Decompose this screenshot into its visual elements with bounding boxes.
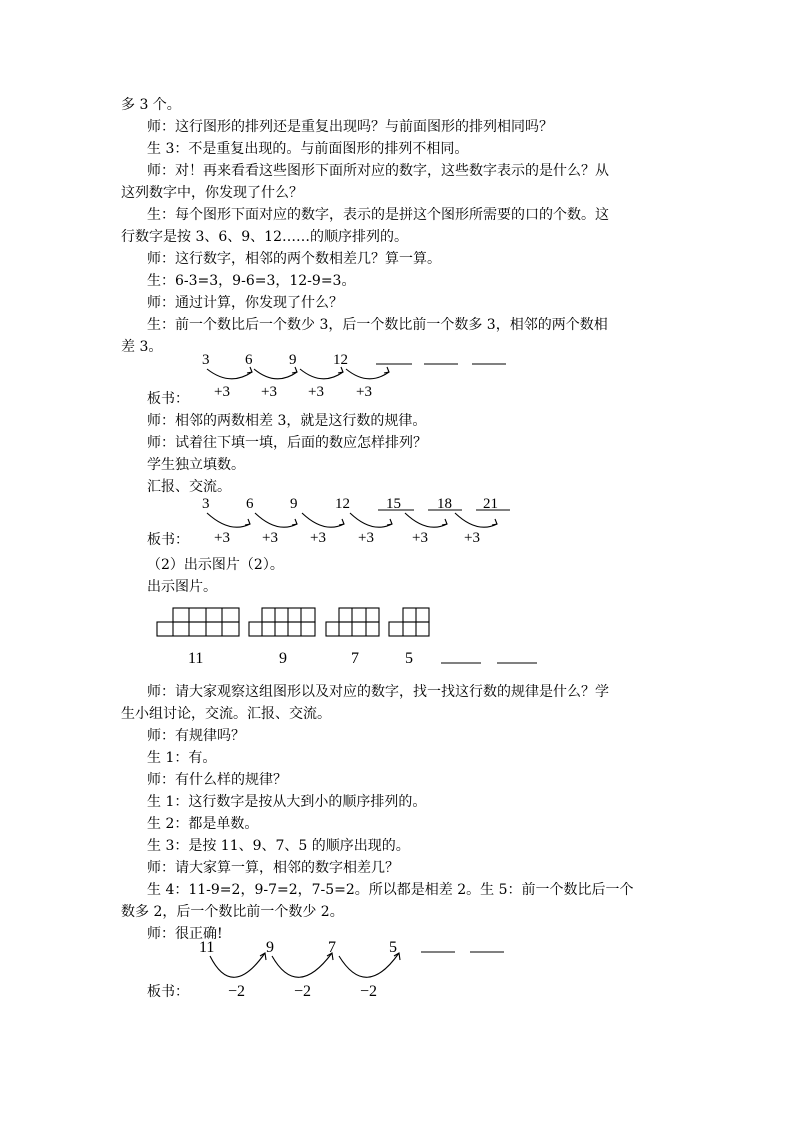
figure-grid-7 [326,608,379,636]
arc-arrowhead [492,519,497,525]
paragraph-line: 多 3 个。 [121,97,181,113]
arc-arrowhead [442,519,447,525]
figure-number: 7 [351,650,359,667]
sequence-number: 12 [333,352,348,368]
paragraph-line: 这列数字中，你发现了什么？ [121,185,303,201]
paragraph-line: 生 3：是按 11、9、7、5 的顺序出现的。 [147,838,410,854]
difference-label: +3 [214,530,230,546]
arc-arrowhead [339,519,344,525]
arc [255,513,297,527]
figure-number: 11 [188,650,204,667]
sequence-number: 5 [389,939,397,956]
paragraph-line: 生 2：都是单数。 [147,816,259,832]
sequence-number: 9 [289,352,297,368]
paragraph-line: 生：6-3=3，9-6=3，12-9=3。 [147,273,356,289]
paragraph-line: 师：请大家观察这组图形以及对应的数字，找一找这行数的规律是什么？学 [147,684,609,700]
paragraph-line: 差 3。 [121,339,163,355]
paragraph-line: 师：这行图形的排列还是重复出现吗？与前面图形的排列相同吗？ [147,119,553,135]
difference-label: +3 [464,530,480,546]
figure-number: 5 [405,650,413,667]
paragraph-line: 行数字是按 3、6、9、12……的顺序排列的。 [121,229,408,245]
difference-label: −2 [360,983,378,1000]
paragraph-line: 生小组讨论，交流。汇报、交流。 [121,706,331,722]
paragraph-line: 师：请大家算一算，相邻的数字相差几？ [147,860,399,876]
paragraph-line: 数多 2，后一个数比前一个数少 2。 [121,904,344,920]
paragraph-line: 师：对！再来看看这些图形下面所对应的数字，这些数字表示的是什么？从 [147,163,609,179]
difference-label: +3 [358,530,374,546]
arc [272,953,332,977]
paragraph-line: 生 1：这行数字是按从大到小的顺序排列的。 [147,794,427,810]
arc [350,513,392,527]
paragraph-line: 师：试着往下填一填，后面的数应怎样排列？ [147,435,427,451]
paragraph-line: 师：相邻的两数相差 3，就是这行数的规律。 [147,413,427,429]
paragraph-line: 生：前一个数比后一个数少 3，后一个数比前一个数多 3，相邻的两个数相 [147,317,608,333]
arc-arrowhead [384,367,389,373]
paragraph-line: 汇报、交流。 [147,479,231,495]
paragraph-line: 生 1：有。 [147,750,217,766]
arc [207,369,252,379]
difference-label: +3 [310,530,326,546]
difference-label: +3 [412,530,428,546]
arc [302,513,344,527]
difference-label: +3 [262,530,278,546]
arc-arrowhead [292,519,297,525]
arc [254,369,297,379]
filled-answer: 18 [437,496,452,512]
paragraph-line: （2）出示图片（2）。 [147,557,284,573]
difference-label: −2 [294,983,312,1000]
arc [405,513,447,527]
paragraph-line: 师：通过计算，你发现了什么？ [147,295,343,311]
sequence-number: 12 [335,496,350,512]
difference-label: +3 [261,384,277,400]
filled-answer: 15 [386,496,401,512]
sequence-number: 9 [266,939,274,956]
filled-answer: 21 [483,496,498,512]
sequence-number: 9 [290,496,298,512]
figure-grid-11 [157,608,239,636]
paragraph-line: 板书： [147,391,189,407]
sequence-number: 7 [328,939,336,956]
paragraph-line: 师：这行数字，相邻的两个数相差几？算一算。 [147,251,441,267]
figure-grid-5 [389,608,429,636]
paragraph-line: 出示图片。 [147,579,217,595]
sequence-number: 3 [202,352,210,368]
arc [210,953,265,977]
paragraph-line: 生 4：11-9=2，9-7=2，7-5=2。所以都是相差 2。生 5：前一个数比后一个 [147,882,634,898]
arc [455,513,497,527]
paragraph-line: 师：有什么样的规律？ [147,772,287,788]
difference-label: +3 [356,384,372,400]
paragraph-line: 生：每个图形下面对应的数字，表示的是拼这个图形所需要的口的个数。这 [147,207,609,223]
sequence-number: 6 [246,496,254,512]
figure-grid-9 [249,608,315,636]
paragraph-line: 生 3：不是重复出现的。与前面图形的排列不相同。 [147,141,469,157]
arc [300,369,343,379]
paragraph-line: 板书： [147,984,189,1000]
arc [346,369,389,379]
arc [207,513,250,527]
paragraph-line: 学生独立填数。 [147,457,245,473]
figure-number: 9 [279,650,287,667]
sequence-number: 11 [199,939,215,956]
difference-label: +3 [214,384,230,400]
paragraph-line: 师：有规律吗？ [147,728,245,744]
difference-label: −2 [228,983,246,1000]
arc-arrowhead [387,519,392,525]
arc [339,953,399,977]
arc-arrowhead [245,519,250,525]
sequence-number: 6 [245,352,253,368]
paragraph-line: 师：很正确! [147,926,223,942]
paragraph-line: 板书： [147,532,189,548]
sequence-number: 3 [202,496,210,512]
difference-label: +3 [308,384,324,400]
